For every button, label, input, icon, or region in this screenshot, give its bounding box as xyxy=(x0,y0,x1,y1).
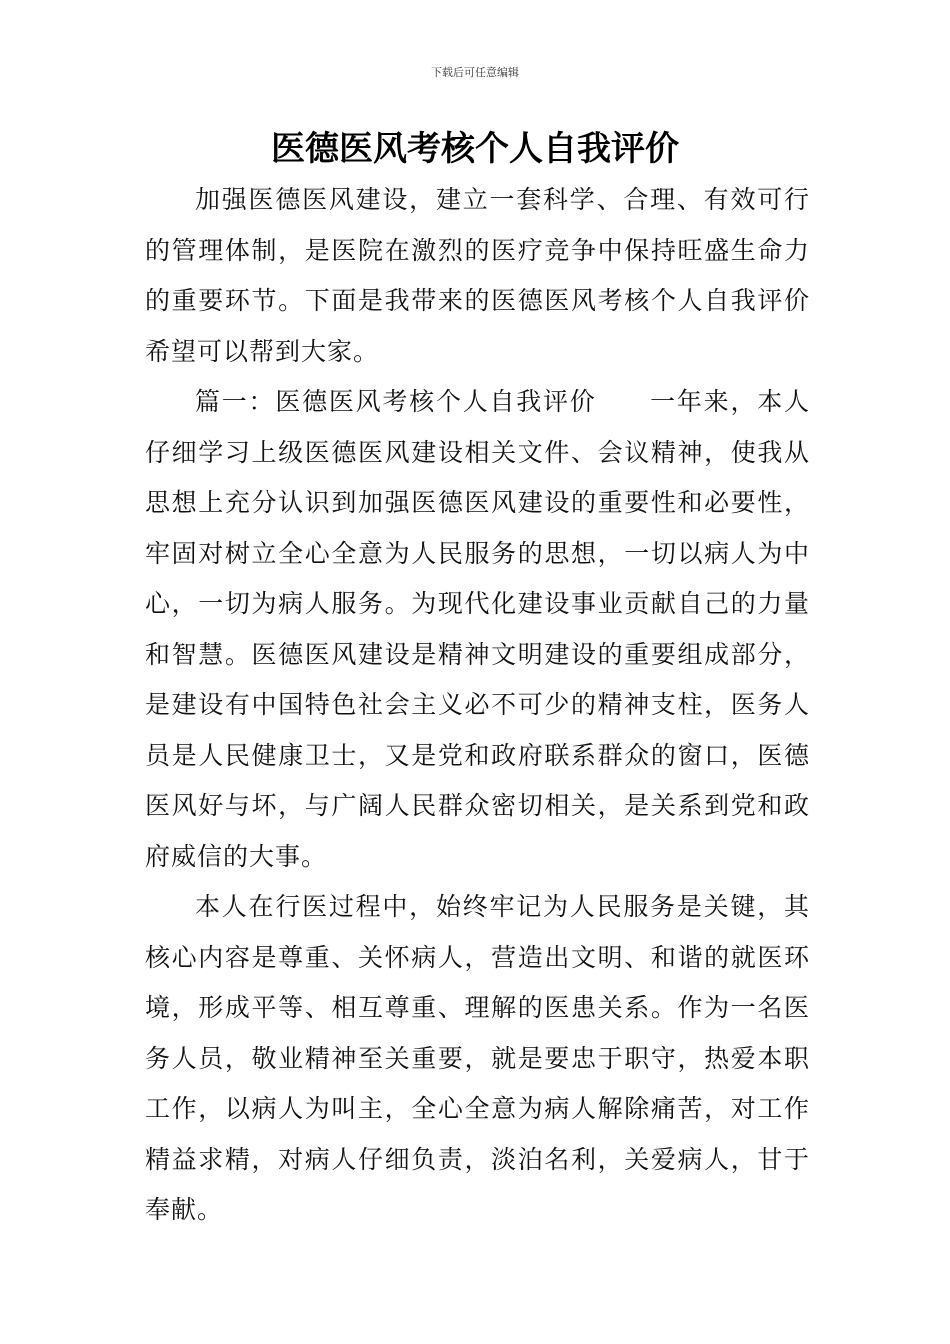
paragraph-part-one: 篇一：医德医风考核个人自我评价 一年来，本人仔细学习上级医德医风建设相关文件、会议精神，使我从思想上充分认识到加强医德医风建设的重要性和必要性，牢固对树立全心全意为人民服务的思想，一切以病人为中心，一切为病人服务。为现代化建设事业贡献自己的力量和智慧。医德医风建设是精神文明建设的重要组成部分，是建设有中国特色社会主义必不可少的精神支柱，医务人员是人民健康卫士，又是党和政府联系群众的窗口，医德医风好与坏，与广阔人民群众密切相关，是关系到党和政府威信的大事。 xyxy=(145,387,810,871)
document-body xyxy=(145,175,810,1236)
page-header-note: 下载后可任意编辑 xyxy=(431,66,519,79)
document-title: 医德医风考核个人自我评价 xyxy=(271,129,679,169)
paragraph-intro: 加强医德医风建设，建立一套科学、合理、有效可行的管理体制，是医院在激烈的医疗竞争中保持旺盛生命力的重要环节。下面是我带来的医德医风考核个人自我评价希望可以帮到大家。 xyxy=(145,185,810,366)
paragraph-practice: 本人在行医过程中，始终牢记为人民服务是关键，其核心内容是尊重、关怀病人，营造出文明、和谐的就医环境，形成平等、相互尊重、理解的医患关系。作为一名医务人员，敬业精神至关重要，就是要忠于职守，热爱本职工作，以病人为叫主，全心全意为病人解除痛苦，对工作精益求精，对病人仔细负责，淡泊名利，关爱病人，甘于奉献。 xyxy=(145,892,810,1224)
